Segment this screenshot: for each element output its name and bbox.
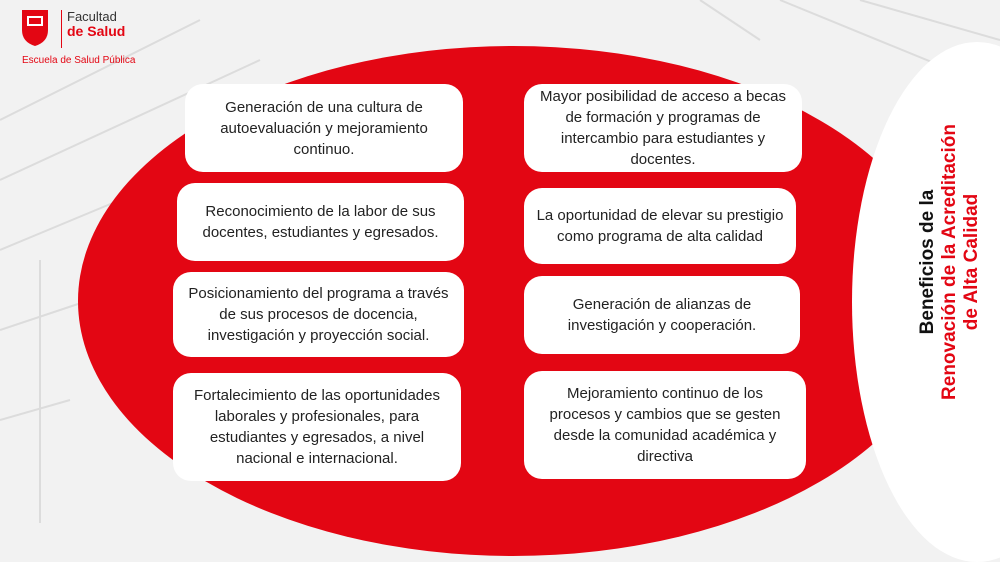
logo-faculty-line2: de Salud bbox=[67, 23, 126, 39]
benefit-card-right-4: Mejoramiento continuo de los procesos y cambios que se gesten desde la comunidad académica y directiva bbox=[524, 371, 806, 479]
university-shield-icon bbox=[20, 8, 50, 48]
logo-faculty-line1: Facultad bbox=[67, 9, 117, 24]
benefit-card-left-1: Generación de una cultura de autoevaluación y mejoramiento continuo. bbox=[185, 84, 463, 172]
benefit-card-left-2: Reconocimiento de la labor de sus docentes, estudiantes y egresados. bbox=[177, 183, 464, 261]
faculty-logo bbox=[18, 6, 198, 66]
benefit-card-left-4: Fortalecimiento de las oportunidades laborales y profesionales, para estudiantes y egresados, a nivel nacional e internacional. bbox=[173, 373, 461, 481]
benefit-card-right-3: Generación de alianzas de investigación y cooperación. bbox=[524, 276, 800, 354]
side-title-line3: de Alta Calidad bbox=[961, 193, 982, 331]
side-title bbox=[915, 62, 985, 462]
benefit-card-right-2: La oportunidad de elevar su prestigio como programa de alta calidad bbox=[524, 188, 796, 264]
side-title-line1: Beneficios de la bbox=[917, 189, 938, 335]
logo-divider bbox=[61, 10, 62, 48]
side-title-line2: Renovación de la Acreditación bbox=[939, 124, 960, 400]
benefit-card-right-1: Mayor posibilidad de acceso a becas de formación y programas de intercambio para estudiantes y docentes. bbox=[524, 84, 802, 172]
benefit-card-left-3: Posicionamiento del programa a través de sus procesos de docencia, investigación y proyección social. bbox=[173, 272, 464, 357]
logo-school: Escuela de Salud Pública bbox=[22, 55, 136, 66]
